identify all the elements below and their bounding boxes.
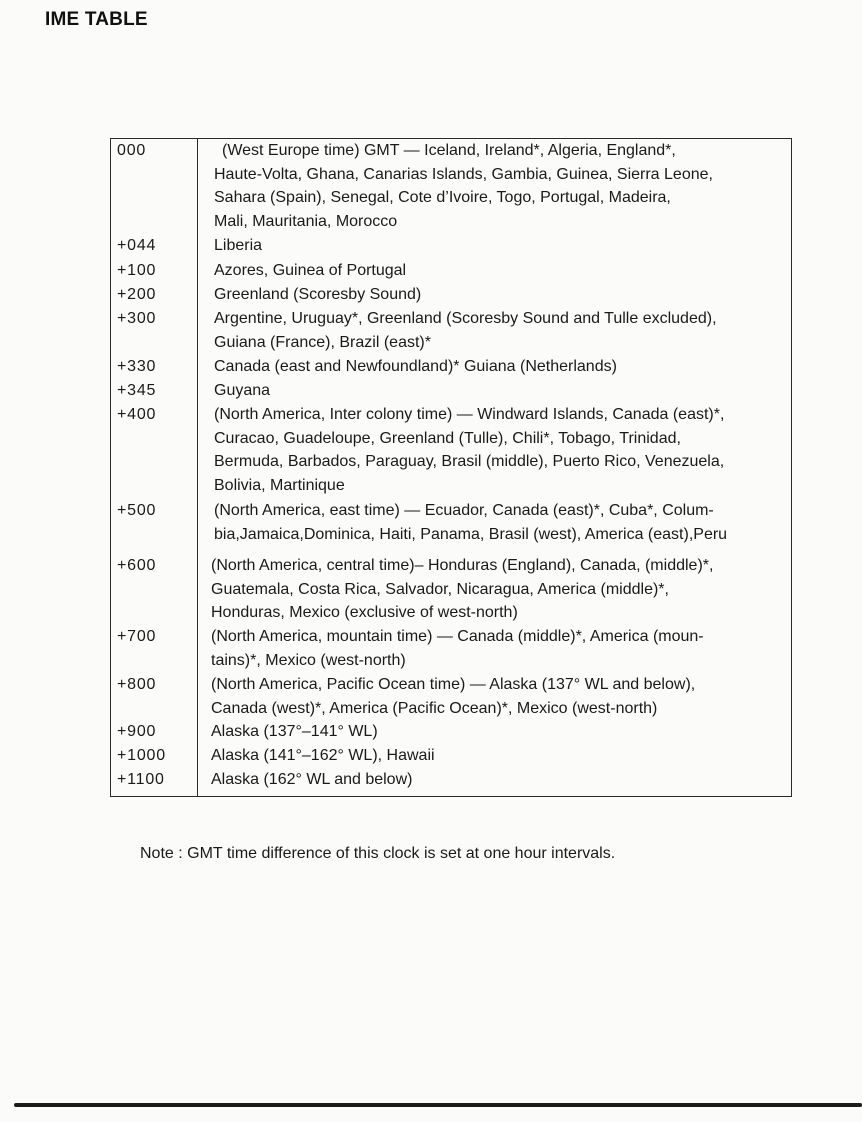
region-line: (North America, east time) — Ecuador, Canada (east)*, Cuba*, Colum-	[214, 502, 714, 519]
gmt-offset: +700	[117, 628, 157, 645]
gmt-offset: +800	[117, 676, 157, 693]
region-line: (North America, Inter colony time) — Windward Islands, Canada (east)*,	[214, 406, 725, 423]
region-line: Guyana	[214, 382, 271, 399]
region-line: Sahara (Spain), Senegal, Cote d’Ivoire, Togo, Portugal, Madeira,	[214, 189, 671, 206]
region-line: Alaska (141°–162° WL), Hawaii	[211, 747, 435, 764]
region-line: Curacao, Guadeloupe, Greenland (Tulle), Chili*, Tobago, Trinidad,	[214, 429, 681, 447]
region-line: Guiana (France), Brazil (east)*	[214, 333, 431, 351]
region-list	[214, 259, 786, 283]
region-line: Bolivia, Martinique	[214, 476, 345, 494]
gmt-offset: +1100	[117, 771, 165, 788]
region-line: (West Europe time) GMT — Iceland, Ireland*, Algeria, England*,	[222, 142, 676, 159]
gmt-offset: 000	[117, 142, 147, 159]
region-line: Alaska (162° WL and below)	[211, 771, 413, 788]
gmt-offset: +1000	[117, 747, 166, 764]
page-title: IME TABLE	[45, 9, 148, 30]
time-zone-table	[110, 138, 792, 797]
region-list	[211, 625, 783, 672]
note-text: Note : GMT time difference of this clock is set at one hour intervals.	[140, 845, 616, 862]
gmt-offset: +044	[117, 237, 157, 254]
region-list	[214, 499, 786, 546]
gmt-offset: +330	[117, 358, 157, 375]
region-list	[214, 283, 786, 307]
region-list	[211, 720, 783, 744]
gmt-offset: +345	[117, 382, 157, 399]
gmt-offset: +600	[117, 557, 157, 574]
region-line: Argentine, Uruguay*, Greenland (Scoresby Sound and Tulle excluded),	[214, 310, 717, 327]
region-line: Honduras, Mexico (exclusive of west-north)	[211, 604, 518, 621]
region-line: Greenland (Scoresby Sound)	[214, 286, 422, 303]
region-list	[211, 744, 783, 768]
region-list	[214, 139, 786, 233]
bottom-rule	[14, 1103, 862, 1107]
gmt-offset: +500	[117, 502, 157, 519]
region-line: Azores, Guinea of Portugal	[214, 262, 407, 279]
region-line: Guatemala, Costa Rica, Salvador, Nicaragua, America (middle)*,	[211, 580, 669, 598]
gmt-offset: +900	[117, 723, 157, 740]
region-line: Haute-Volta, Ghana, Canarias Islands, Gambia, Guinea, Sierra Leone,	[214, 165, 713, 183]
gmt-offset: +200	[117, 286, 157, 303]
region-list	[211, 673, 783, 720]
gmt-offset: +300	[117, 310, 157, 327]
region-line: Canada (east and Newfoundland)* Guiana (Netherlands)	[214, 358, 617, 375]
region-list	[211, 768, 783, 792]
region-line: (North America, central time)– Honduras (England), Canada, (middle)*,	[211, 557, 714, 574]
gmt-offset: +100	[117, 262, 157, 279]
region-line: tains)*, Mexico (west-north)	[211, 651, 406, 669]
region-list	[214, 307, 786, 354]
region-line: Bermuda, Barbados, Paraguay, Brasil (middle), Puerto Rico, Venezuela,	[214, 453, 725, 470]
region-line: bia,Jamaica,Dominica, Haiti, Panama, Brasil (west), America (east),Peru	[214, 525, 728, 543]
gmt-offset: +400	[117, 406, 157, 423]
region-line: Liberia	[214, 237, 263, 254]
region-list	[214, 379, 786, 403]
region-list	[211, 554, 783, 625]
region-list	[214, 234, 786, 258]
region-line: Mali, Mauritania, Morocco	[214, 212, 398, 230]
region-line: Canada (west)*, America (Pacific Ocean)*, Mexico (west-north)	[211, 699, 658, 717]
region-line: (North America, Pacific Ocean time) — Alaska (137° WL and below),	[211, 676, 696, 693]
region-list	[214, 403, 786, 497]
column-divider	[197, 139, 198, 796]
region-line: Alaska (137°–141° WL)	[211, 723, 378, 740]
region-line: (North America, mountain time) — Canada (middle)*, America (moun-	[211, 628, 704, 645]
region-list	[214, 355, 786, 379]
